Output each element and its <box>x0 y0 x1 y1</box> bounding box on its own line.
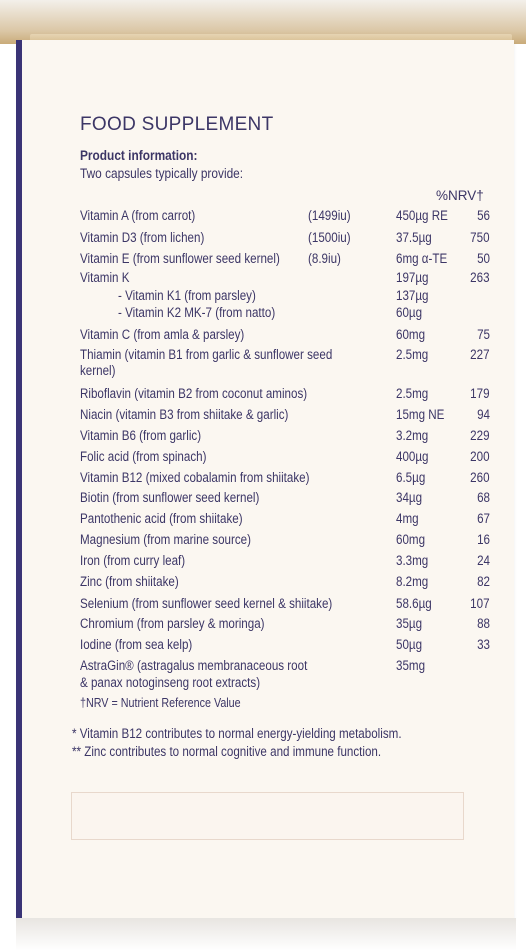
nutrient-nrv: 50 <box>477 251 490 266</box>
nutrient-amount: 8.2mg <box>396 574 429 589</box>
nutrient-nrv: 68 <box>477 490 490 505</box>
nutrient-name: Vitamin D3 (from lichen) <box>80 230 205 245</box>
nutrient-amount: 50µg <box>396 637 423 652</box>
nutrient-amount: 197µg <box>396 270 429 285</box>
nutrient-amount: 6.5µg <box>396 470 426 485</box>
nutrient-nrv: 33 <box>477 637 490 652</box>
nutrient-amount: 450µg RE <box>396 208 448 223</box>
nutrient-nrv: 179 <box>470 386 490 401</box>
nutrient-amount: 60µg <box>396 305 423 320</box>
nutrient-amount: 35mg <box>396 658 426 673</box>
nutrient-nrv: 94 <box>477 407 490 422</box>
nutrient-nrv: 200 <box>470 449 490 464</box>
nutrient-name: Vitamin E (from sunflower seed kernel) <box>80 251 280 266</box>
nutrient-name: Vitamin C (from amla & parsley) <box>80 327 245 342</box>
nrv-column-header: %NRV† <box>436 188 484 203</box>
nutrient-amount: 3.3mg <box>396 553 429 568</box>
nutrient-nrv: 82 <box>477 574 490 589</box>
nutrient-name: kernel) <box>80 363 116 378</box>
nutrient-name: Vitamin A (from carrot) <box>80 208 196 223</box>
nutrient-name: Vitamin B12 (mixed cobalamin from shiitake) <box>80 470 310 485</box>
nutrient-amount: 37.5µg <box>396 230 432 245</box>
nutrient-amount: 58.6µg <box>396 596 432 611</box>
nutrient-amount: 60mg <box>396 327 426 342</box>
nutrient-amount: 2.5mg <box>396 386 429 401</box>
product-info-subheading: Two capsules typically provide: <box>80 166 244 181</box>
nutrient-amount: 6mg α-TE <box>396 251 448 266</box>
nutrient-nrv: 24 <box>477 553 490 568</box>
nutrient-nrv: 260 <box>470 470 490 485</box>
nutrient-amount: 34µg <box>396 490 423 505</box>
nutrient-nrv: 750 <box>470 230 490 245</box>
nutrient-iu: (1499iu) <box>308 208 351 223</box>
nutrient-name: Pantothenic acid (from shiitake) <box>80 511 243 526</box>
nrv-footnote: †NRV = Nutrient Reference Value <box>80 696 241 710</box>
claim-zinc: ** Zinc contributes to normal cognitive and immune function. <box>72 744 382 759</box>
nutrient-amount: 400µg <box>396 449 429 464</box>
nutrient-name: AstraGin® (astragalus membranaceous root <box>80 658 308 673</box>
nutrient-name: Zinc (from shiitake) <box>80 574 179 589</box>
nutrient-name: Thiamin (vitamin B1 from garlic & sunflower seed <box>80 347 333 362</box>
page-title: FOOD SUPPLEMENT <box>80 114 274 135</box>
nutrient-amount: 4mg <box>396 511 419 526</box>
lot-expiry-box <box>71 792 464 840</box>
nutrient-name: Riboflavin (vitamin B2 from coconut aminos) <box>80 386 308 401</box>
nutrient-iu: (8.9iu) <box>308 251 341 266</box>
product-info-heading: Product information: <box>80 148 198 163</box>
nutrient-name: Folic acid (from spinach) <box>80 449 207 464</box>
nutrient-amount: 137µg <box>396 288 429 303</box>
package-spine <box>16 40 22 920</box>
nutrient-name: Magnesium (from marine source) <box>80 532 251 547</box>
nutrient-name: Chromium (from parsley & moringa) <box>80 616 265 631</box>
nutrient-name: Biotin (from sunflower seed kernel) <box>80 490 260 505</box>
nutrient-nrv: 88 <box>477 616 490 631</box>
nutrient-nrv: 67 <box>477 511 490 526</box>
nutrient-name: Niacin (vitamin B3 from shiitake & garlic) <box>80 407 289 422</box>
nutrient-name: Vitamin K <box>80 270 130 285</box>
nutrient-name: Iron (from curry leaf) <box>80 553 186 568</box>
nutrient-amount: 35µg <box>396 616 423 631</box>
nutrient-nrv: 75 <box>477 327 490 342</box>
nutrient-nrv: 16 <box>477 532 490 547</box>
nutrient-name: Vitamin B6 (from garlic) <box>80 428 202 443</box>
nutrient-nrv: 263 <box>470 270 490 285</box>
claim-b12: * Vitamin B12 contributes to normal energy-yielding metabolism. <box>72 726 402 741</box>
nutrient-amount: 60mg <box>396 532 426 547</box>
nutrient-amount: 3.2mg <box>396 428 429 443</box>
nutrient-name: & panax notoginseng root extracts) <box>80 675 261 690</box>
nutrient-iu: (1500iu) <box>308 230 351 245</box>
nutrient-nrv: 56 <box>477 208 490 223</box>
nutrient-amount: 2.5mg <box>396 347 429 362</box>
nutrient-name: - Vitamin K1 (from parsley) <box>118 288 256 303</box>
nutrient-nrv: 107 <box>470 596 490 611</box>
nutrient-name: Iodine (from sea kelp) <box>80 637 193 652</box>
nutrient-amount: 15mg NE <box>396 407 445 422</box>
nutrient-nrv: 229 <box>470 428 490 443</box>
nutrient-name: - Vitamin K2 MK-7 (from natto) <box>118 305 276 320</box>
nutrient-nrv: 227 <box>470 347 490 362</box>
nutrient-name: Selenium (from sunflower seed kernel & shiitake) <box>80 596 333 611</box>
bottom-shadow <box>16 918 516 951</box>
